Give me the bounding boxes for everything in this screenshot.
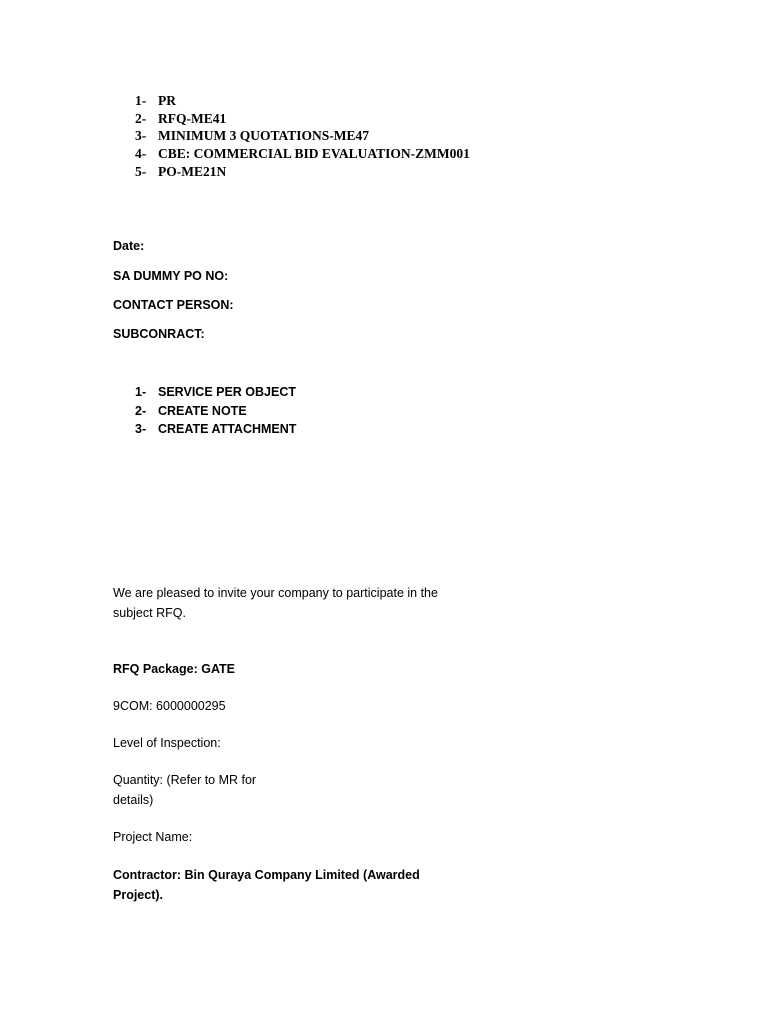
list-text: SERVICE PER OBJECT bbox=[158, 385, 297, 399]
contact-person-label: CONTACT PERSON: bbox=[113, 298, 234, 312]
contractor-label bbox=[113, 866, 420, 905]
list-text: CREATE NOTE bbox=[158, 403, 247, 418]
invitation-line: subject RFQ. bbox=[113, 605, 186, 620]
dummy-po-label: SA DUMMY PO NO: bbox=[113, 269, 229, 283]
subcontract-label: SUBCONRACT: bbox=[113, 327, 205, 341]
date-label: Date: bbox=[113, 239, 145, 253]
list-item bbox=[135, 402, 296, 421]
list-text: CBE: COMMERCIAL BID EVALUATION-ZMM001 bbox=[158, 146, 470, 162]
quantity-line: Quantity: (Refer to MR for bbox=[113, 773, 257, 787]
list-number: 5- bbox=[135, 163, 147, 179]
list-item bbox=[135, 420, 296, 439]
ninecom-label: 9COM: 6000000295 bbox=[113, 699, 226, 713]
list-item bbox=[135, 163, 470, 181]
inspection-level-label: Level of Inspection: bbox=[113, 736, 221, 750]
list-text: MINIMUM 3 QUOTATIONS-ME47 bbox=[158, 128, 369, 144]
invitation-line: We are pleased to invite your company to participate in the bbox=[113, 586, 438, 600]
list-text: PO-ME21N bbox=[158, 163, 227, 179]
list-item bbox=[135, 92, 470, 110]
list-number: 2- bbox=[135, 110, 147, 126]
contractor-line: Project). bbox=[113, 887, 164, 902]
rfq-package-label: RFQ Package: GATE bbox=[113, 662, 236, 676]
list-item bbox=[135, 145, 470, 163]
list-item bbox=[135, 127, 470, 145]
list-number: 1- bbox=[135, 93, 147, 108]
list-number: 1- bbox=[135, 385, 147, 399]
list-text: PR bbox=[158, 93, 176, 108]
list-number: 4- bbox=[135, 146, 147, 162]
list-number: 2- bbox=[135, 403, 147, 418]
quantity-label bbox=[113, 771, 256, 810]
list-item bbox=[135, 110, 470, 128]
invitation-paragraph bbox=[113, 584, 438, 623]
contractor-line: Contractor: Bin Quraya Company Limited (Awarded bbox=[113, 868, 420, 882]
project-name-label: Project Name: bbox=[113, 830, 193, 844]
service-steps-list bbox=[135, 383, 296, 439]
list-number: 3- bbox=[135, 422, 147, 437]
list-number: 3- bbox=[135, 128, 147, 144]
list-item bbox=[135, 383, 296, 402]
list-text: RFQ-ME41 bbox=[158, 110, 227, 126]
procurement-steps-list bbox=[135, 92, 470, 181]
quantity-line: details) bbox=[113, 792, 154, 807]
list-text: CREATE ATTACHMENT bbox=[158, 422, 297, 437]
